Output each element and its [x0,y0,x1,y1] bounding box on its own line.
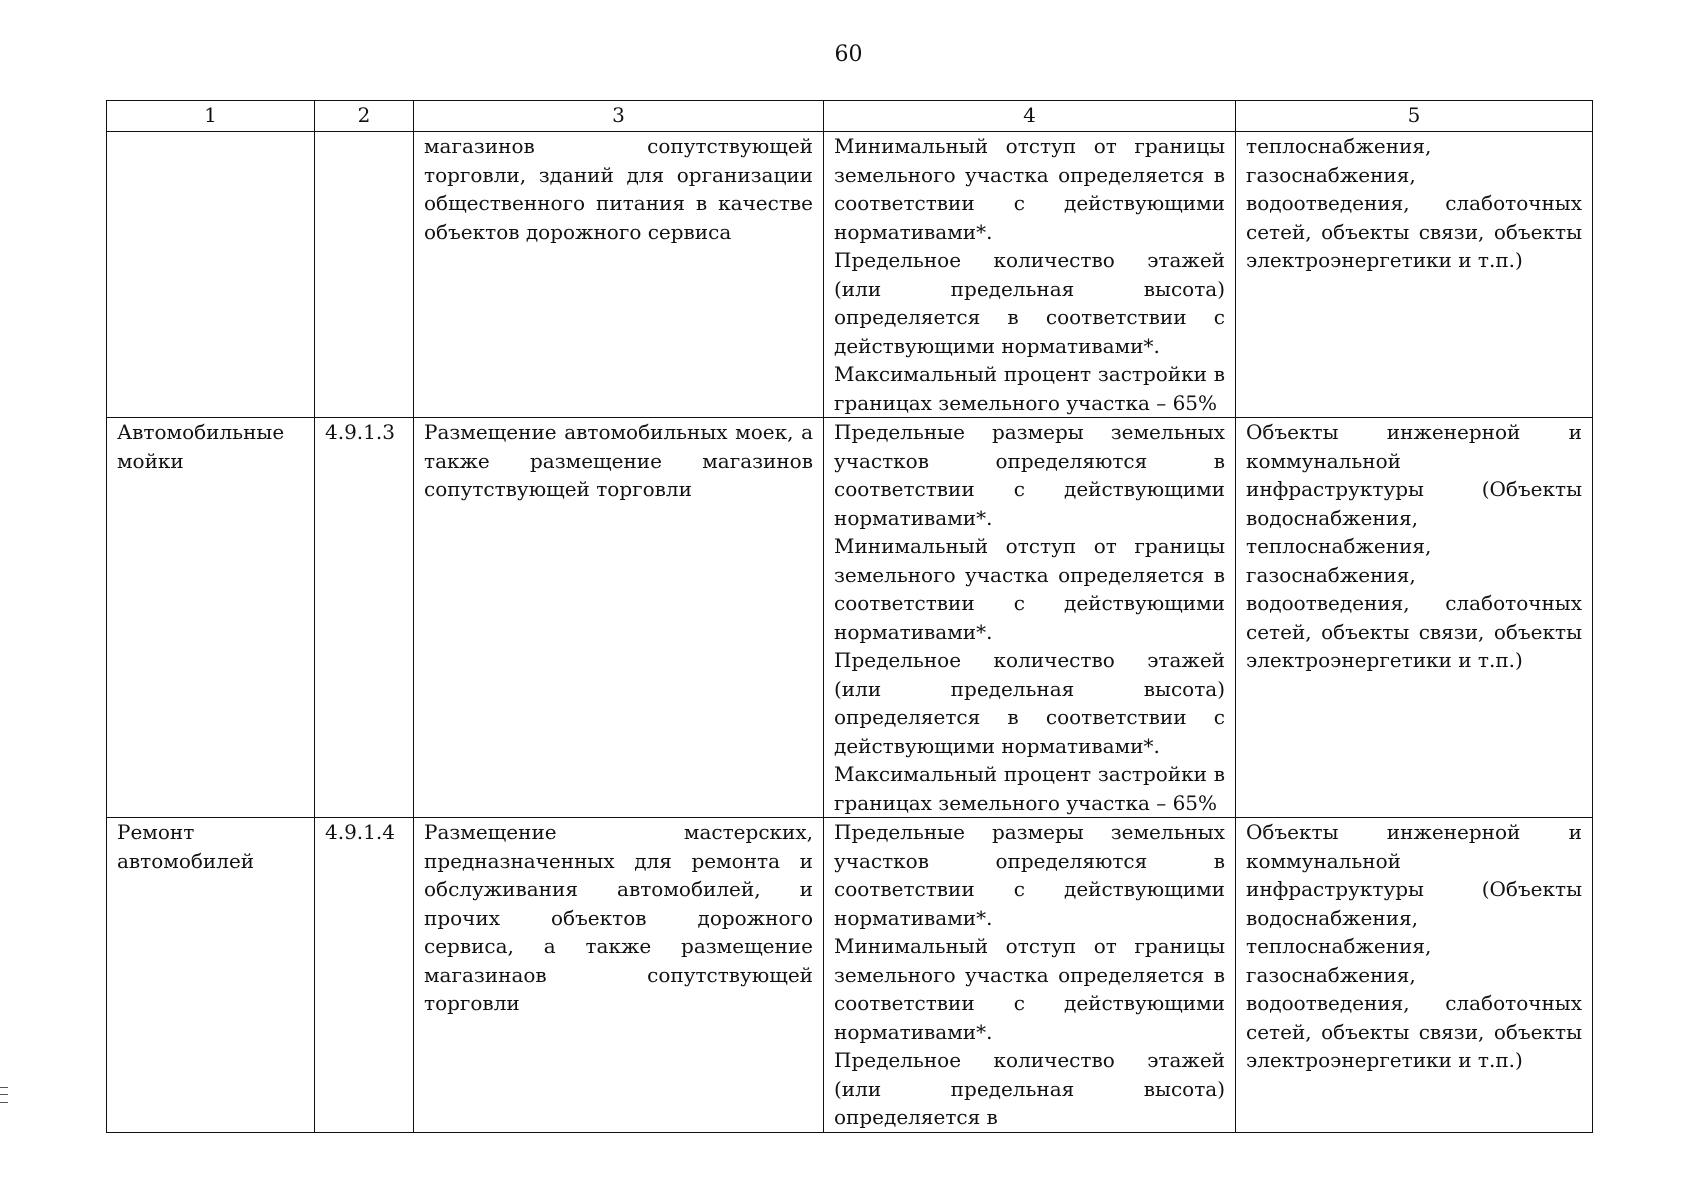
use-description-cell [414,818,824,1133]
use-description-cell [414,418,824,818]
parameter-text: Предельные размеры земельных участков определяются в соответствии с действующими нормативами*. [834,420,1225,530]
auxiliary-uses-cell [1236,818,1593,1133]
use-name-cell [107,132,315,418]
column-header-4: 4 [824,101,1236,132]
description-text: магазинов сопутствующей торговли, зданий для организации общественного питания в качестве объектов дорожного сервиса [424,134,813,244]
parameter-text: Предельное количество этажей (или предельная высота) определяется в соответствии с действующими нормативами*. [834,648,1225,758]
use-code-cell [315,132,414,418]
parameters-cell [824,132,1236,418]
column-header-5: 5 [1236,101,1593,132]
description-text: Размещение мастерских, предназначенных для ремонта и обслуживания автомобилей, и прочих объектов дорожного сервиса, а также размещение магазинаов сопутствующей торговли [424,820,813,1015]
page-number: 60 [834,42,863,67]
parameters-cell [824,818,1236,1133]
table-row [107,818,1593,1133]
auxiliary-text: теплоснабжения, газоснабжения, водоотведения, слаботочных сетей, объекты связи, объекты электроэнергетики и т.п.) [1246,134,1582,272]
parameter-text: Минимальный отступ от границы земельного участка определяется в соответствии с действующими нормативами*. [834,134,1225,244]
parameter-text: Предельные размеры земельных участков определяются в соответствии с действующими нормативами*. [834,820,1225,930]
parameter-text: Минимальный отступ от границы земельного участка определяется в соответствии с действующими нормативами*. [834,934,1225,1044]
parameter-text: Максимальный процент застройки в границах земельного участка – 65% [834,362,1225,415]
auxiliary-text: Объекты инженерной и коммунальной инфраструктуры (Объекты водоснабжения, теплоснабжения, газоснабжения, водоотведения, слаботочных сетей, объекты связи, объекты электроэнергетики и т.п.) [1246,420,1582,672]
zoning-table [106,100,1593,1133]
header-row [107,101,1593,132]
scan-margin-mark [0,1087,8,1103]
description-text: Размещение автомобильных моек, а также размещение магазинов сопутствующей торговли [424,420,813,501]
parameter-text: Минимальный отступ от границы земельного участка определяется в соответствии с действующими нормативами*. [834,534,1225,644]
column-header-1: 1 [107,101,315,132]
parameter-text: Предельное количество этажей (или предельная высота) определяется в соответствии с действующими нормативами*. [834,248,1225,358]
column-header-2: 2 [315,101,414,132]
table-row [107,418,1593,818]
use-name-cell: Ремонт автомобилей [107,818,315,1133]
column-header-3: 3 [414,101,824,132]
use-code-cell: 4.9.1.3 [315,418,414,818]
auxiliary-uses-cell [1236,132,1593,418]
parameter-text: Предельное количество этажей (или предельная высота) определяется в [834,1048,1225,1129]
use-name-cell: Автомобильные мойки [107,418,315,818]
parameters-cell [824,418,1236,818]
use-code-cell: 4.9.1.4 [315,818,414,1133]
table-row [107,132,1593,418]
auxiliary-uses-cell [1236,418,1593,818]
use-description-cell [414,132,824,418]
parameter-text: Максимальный процент застройки в границах земельного участка – 65% [834,762,1225,815]
auxiliary-text: Объекты инженерной и коммунальной инфраструктуры (Объекты водоснабжения, теплоснабжения, газоснабжения, водоотведения, слаботочных сетей, объекты связи, объекты электроэнергетики и т.п.) [1246,820,1582,1072]
